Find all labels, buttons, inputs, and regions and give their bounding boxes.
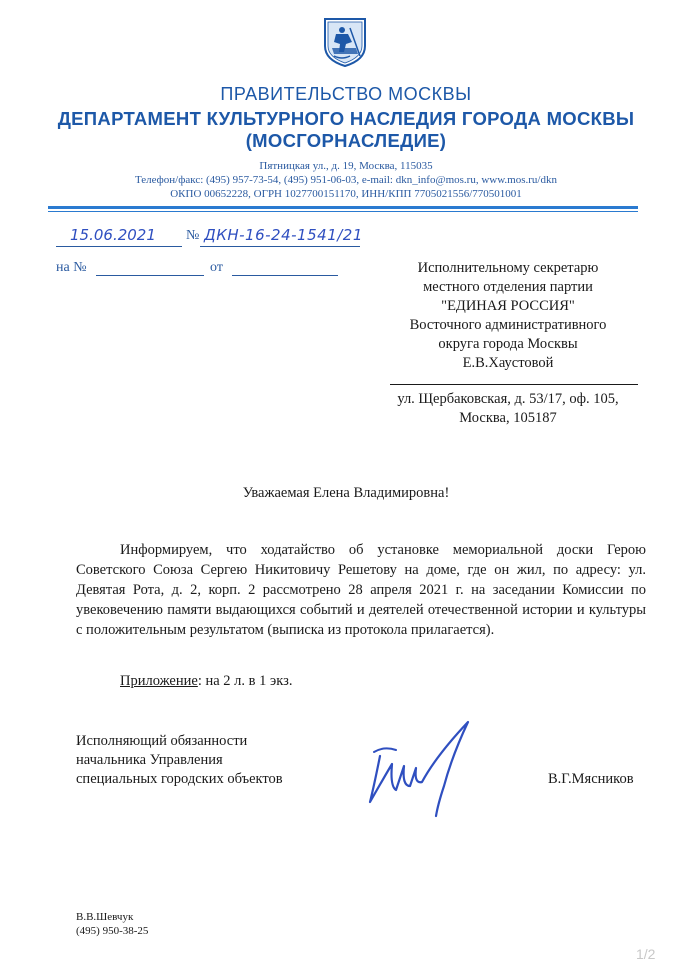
reference-label: на № [56, 260, 87, 275]
executor-block [76, 910, 148, 938]
number-underline [200, 246, 360, 247]
executor-name: В.В.Шевчук [76, 911, 134, 923]
department-codes: ОКПО 00652228, ОГРН 1027700151170, ИНН/КПП 7705021556/770501001 [170, 188, 522, 200]
position-line: Исполняющий обязанности [76, 733, 248, 749]
addressee-line: "ЕДИНАЯ РОССИЯ" [441, 298, 575, 314]
salutation: Уважаемая Елена Владимировна! [242, 485, 450, 501]
addressee-postal [378, 390, 638, 428]
department-address: Пятницкая ул., д. 19, Москва, 115035 [259, 160, 433, 172]
signatory-position [76, 732, 283, 789]
addressee-line: Исполнительному секретарю [417, 260, 599, 276]
handwritten-signature [340, 716, 500, 820]
addressee-line: Е.В.Хаустовой [462, 355, 554, 371]
department-abbreviation: (МОСГОРНАСЛЕДИЕ) [245, 130, 447, 151]
attachment-text: : на 2 л. в 1 экз. [197, 673, 293, 689]
registration-number: ДКН-16-24-1541/21 [204, 226, 363, 244]
reference-underline [96, 275, 204, 276]
department-phones: Телефон/факс: (495) 957-73-54, (495) 951-06-03, e-mail: dkn_info@mos.ru, www.mos.ru/dkn [134, 174, 557, 186]
position-line: специальных городских объектов [76, 771, 283, 787]
header-rule-thick [48, 206, 638, 209]
department-title: ДЕПАРТАМЕНТ КУЛЬТУРНОГО НАСЛЕДИЯ ГОРОДА МОСКВЫ [57, 108, 635, 129]
registration-date: 15.06.2021 [70, 226, 156, 244]
page-marker: 1/2 [636, 946, 656, 962]
addressee-line: местного отделения партии [423, 279, 593, 295]
executor-phone: (495) 950-38-25 [76, 925, 149, 937]
number-sign: № [186, 228, 200, 243]
government-title: ПРАВИТЕЛЬСТВО МОСКВЫ [220, 84, 472, 104]
from-label: от [210, 260, 223, 275]
addressee-city: Москва, 105187 [459, 410, 557, 426]
position-line: начальника Управления [76, 752, 223, 768]
attachment-line [120, 672, 292, 691]
signatory-name: В.Г.Мясников [548, 771, 634, 787]
addressee-line: округа города Москвы [438, 336, 578, 352]
moscow-coat-of-arms-icon [322, 16, 368, 68]
addressee-divider [390, 384, 638, 385]
from-underline [232, 275, 338, 276]
addressee-line: Восточного административного [409, 317, 607, 333]
addressee-block [378, 259, 638, 373]
attachment-label: Приложение [120, 673, 198, 689]
letter-body: Информируем, что ходатайство об установке мемориальной доски Герою Советского Союза Сергею Никитовичу Решетову на доме, где он жил, по адресу: ул. Девятая Рота, д. 2, корп. 2 рассмотрено 28 апреля 2021 г. на заседании Комиссии по увековечению памяти выдающихся событий и деятелей отечественной истории и культуры с положительным результатом (выписка из протокола прилагается). [76, 542, 646, 638]
addressee-street: ул. Щербаковская, д. 53/17, оф. 105, [397, 391, 619, 407]
date-underline [56, 246, 182, 247]
header-rule-thin [48, 211, 638, 212]
